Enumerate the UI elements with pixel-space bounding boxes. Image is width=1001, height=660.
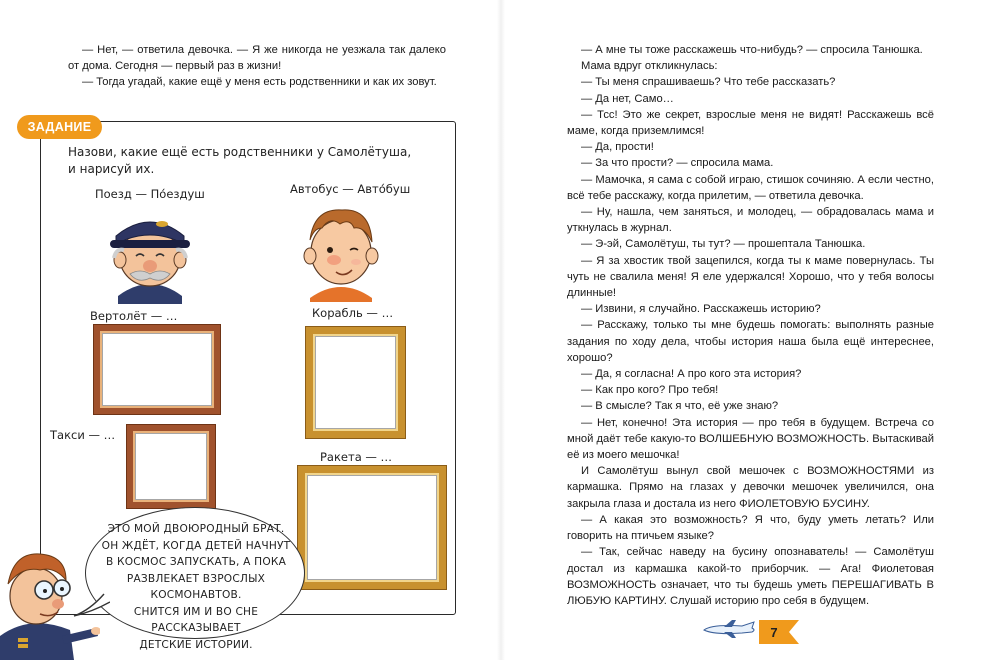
bubble-line: В КОСМОС ЗАПУСКАТЬ, А ПОКА bbox=[105, 556, 287, 568]
story-paragraph: — За что прости? — спросила мама. bbox=[581, 157, 774, 170]
story-text bbox=[567, 42, 934, 609]
bubble-line: ОН ЖДЁТ, КОГДА ДЕТЕЙ НАЧНУТ bbox=[101, 539, 291, 552]
caption-ship: Корабль — … bbox=[312, 306, 394, 320]
story-paragraph: — Я за хвостик твой зацепился, когда ты к маме повернулась. Ты чуть не свалила меня! Я еле удержался! Хорошо, что у тебя волосы длинные! bbox=[567, 254, 934, 300]
caption-rocket: Ракета — … bbox=[320, 450, 393, 464]
picture-frame-helicopter bbox=[94, 325, 220, 414]
bubble-line: ДЕТСКИЕ ИСТОРИИ. bbox=[139, 638, 253, 651]
story-paragraph: — Мамочка, я сама с собой играю, стишок сочиняю. А если честно, всё тебе расскажу, когда прилетим, — ответила девочка. bbox=[567, 173, 934, 202]
story-paragraph: — Как про кого? Про тебя! bbox=[581, 384, 719, 397]
story-paragraph: — Нет, конечно! Эта история — про тебя в будущем. Встреча со мной даёт тебе какую-то ВОЛШЕБНУЮ ВОЗМОЖНОСТЬ. Вытаскивай её из моего мешочка! bbox=[567, 416, 934, 462]
train-character-illustration bbox=[100, 200, 200, 304]
intro-paragraph: — Нет, — ответила девочка. — Я же никогда не уезжала так далеко от дома. Сегодня — первый раз в жизни! bbox=[68, 44, 446, 73]
story-paragraph: — Ты меня спрашиваешь? Что тебе рассказать? bbox=[581, 76, 836, 89]
story-paragraph: Мама вдруг откликнулась: bbox=[581, 60, 718, 73]
bubble-line: ЭТО МОЙ ДВОЮРОДНЫЙ БРАТ. bbox=[107, 523, 285, 535]
story-paragraph: — Тсс! Это же секрет, взрослые меня не видят! Расскажешь всё маме, когда приземлимся! bbox=[567, 108, 934, 138]
story-paragraph: И Самолётуш вынул свой мешочек с ВОЗМОЖНОСТЯМИ из кармашка. Прямо на глазах у девочки мешочек увеличился, она закрыла глаза и достала из него ФИОЛЕТОВУЮ БУСИНУ. bbox=[567, 465, 934, 510]
uniform-icon bbox=[118, 284, 182, 304]
caption-train: Поезд — По́ездуш bbox=[95, 187, 205, 201]
shirt-icon bbox=[310, 287, 372, 302]
story-paragraph: — А мне ты тоже расскажешь что-нибудь? — спросила Танюшка. bbox=[581, 44, 923, 56]
pilot-uniform-icon bbox=[0, 623, 74, 660]
caption-helicopter: Вертолёт — … bbox=[90, 309, 178, 323]
caption-taxi: Такси — … bbox=[50, 428, 116, 442]
story-paragraph: — Да, прости! bbox=[581, 141, 654, 154]
bubble-line: СНИТСЯ ИМ И ВО СНЕ РАССКАЗЫВАЕТ bbox=[133, 605, 259, 634]
story-paragraph: — В смысле? Так я что, её уже знаю? bbox=[581, 400, 779, 413]
story-paragraph: — Так, сейчас наведу на бусину опознаватель! — Самолётуш достал из кармашка какой-то приборчик. — Ага! Фиолетовая ВОЗМОЖНОСТЬ означает, что ты будешь уметь ПЕРЕШАГИВАТЬ В ЛЮБУЮ КАРТИНУ. Слушай историю про себя в будущем. bbox=[567, 546, 934, 607]
airplane-icon bbox=[702, 618, 758, 640]
speech-bubble-text bbox=[96, 521, 296, 653]
pilot-character-illustration bbox=[0, 540, 100, 660]
task-line: Назови, какие ещё есть родственники у Самолётуша, bbox=[68, 145, 412, 159]
caption-bus: Автобус — Авто́буш bbox=[290, 182, 411, 196]
picture-frame-rocket bbox=[298, 466, 446, 589]
page-number: 7 bbox=[759, 620, 789, 644]
bus-character-illustration bbox=[298, 198, 384, 302]
story-paragraph: — Расскажу, только ты мне будешь помогать: выполнять разные задания по ходу дела, чтобы история наша была ещё интереснее, хорошо? bbox=[567, 319, 934, 364]
story-paragraph: — А какая это возможность? Я что, буду уметь летать? Или говорить на птичьем языке? bbox=[567, 513, 934, 543]
story-paragraph: — Извини, я случайно. Расскажешь историю? bbox=[581, 303, 821, 316]
story-paragraph: — Ну, нашла, чем заняться, и молодец, — обрадовалась мама и уткнулась в журнал. bbox=[567, 206, 934, 235]
task-line: и нарисуй их. bbox=[68, 162, 155, 176]
task-instructions bbox=[68, 144, 418, 178]
intro-paragraph: — Тогда угадай, какие ещё у меня есть родственники и как их зовут. bbox=[82, 76, 437, 89]
left-intro-text bbox=[68, 42, 446, 91]
picture-frame-ship bbox=[306, 327, 405, 438]
picture-frame-taxi bbox=[127, 425, 215, 508]
bubble-line: РАЗВЛЕКАЕТ ВЗРОСЛЫХ КОСМОНАВТОВ. bbox=[126, 572, 266, 601]
right-page bbox=[500, 0, 1001, 660]
story-paragraph: — Да, я согласна! А про кого эта история? bbox=[581, 368, 802, 381]
task-label: ЗАДАНИЕ bbox=[17, 115, 102, 139]
story-paragraph: — Э-эй, Самолётуш, ты тут? — прошептала Танюшка. bbox=[581, 238, 866, 251]
story-paragraph: — Да нет, Само… bbox=[581, 92, 674, 105]
